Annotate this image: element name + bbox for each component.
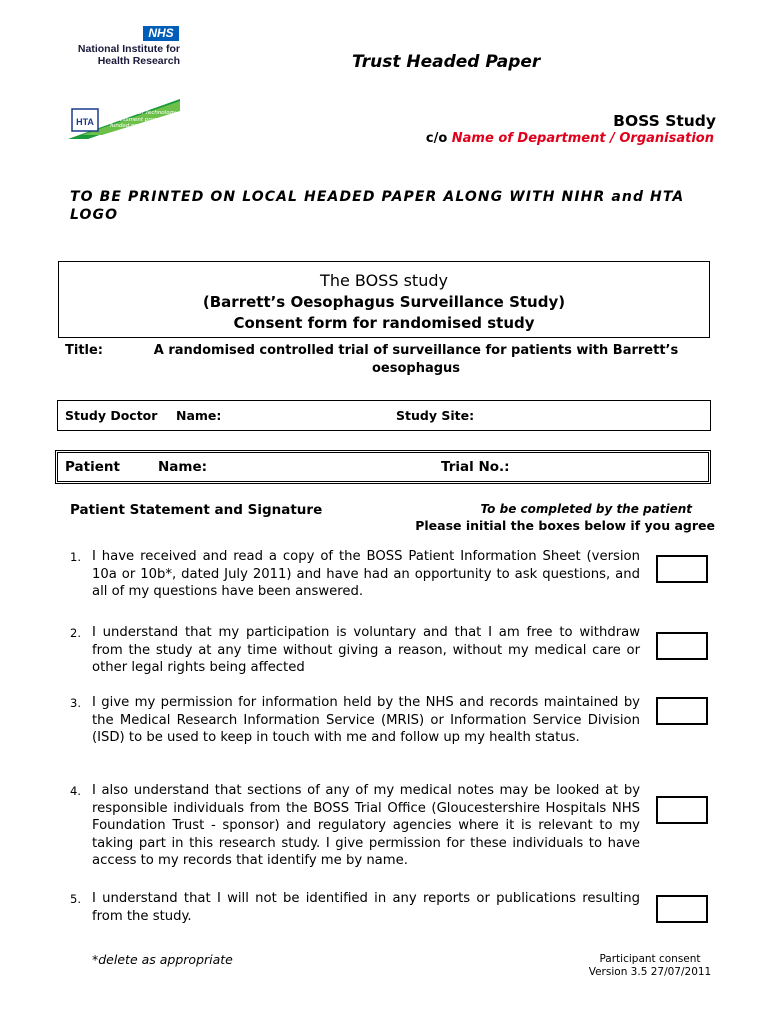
consent-item <box>70 782 640 870</box>
form-title-line-2: (Barrett’s Oesophagus Surveillance Study) <box>202 292 566 311</box>
hta-fine-line: NIHR Health Technology <box>110 110 177 116</box>
consent-item <box>70 890 640 925</box>
nihr-line-1: National Institute for <box>77 43 180 55</box>
trust-headed-paper-title: Trust Headed Paper <box>352 52 541 72</box>
department-line <box>426 131 714 146</box>
print-notice: TO BE PRINTED ON LOCAL HEADED PAPER ALONG WITH NIHR and HTA LOGO <box>70 189 685 223</box>
hta-fine-text <box>110 110 177 130</box>
footer-version-block <box>560 953 740 978</box>
trial-title-value: A randomised controlled trial of surveillance for patients with Barrett’s oesophagus <box>153 343 679 376</box>
hta-fine-line: funded projects <box>110 123 154 129</box>
consent-item-number: 2. <box>70 626 81 640</box>
initial-instruction: Please initial the boxes below if you agree <box>415 518 715 533</box>
consent-item-text: I also understand that sections of any of my medical notes may be looked at by responsible individuals from the BOSS Trial Office (Gloucestershire Hospitals NHS Foundation Trust - sponsor) and regulatory agencies where it is relevant to my taking part in this research study. I give permission for these individuals to have access to my records that identify me by name. <box>92 783 640 868</box>
dept-prefix: c/o <box>425 131 448 146</box>
footer-doc-name: Participant consent <box>599 953 701 965</box>
initial-box-3[interactable] <box>656 697 708 725</box>
nhs-logo: NHS <box>143 26 179 41</box>
consent-item <box>70 694 640 747</box>
consent-item-number: 4. <box>70 784 81 798</box>
dept-name: Name of Department / Organisation <box>451 131 714 146</box>
consent-item <box>70 548 640 601</box>
nihr-logo-text <box>68 43 180 67</box>
initial-box-1[interactable] <box>656 555 708 583</box>
trial-number-field[interactable]: Trial No.: <box>441 459 510 475</box>
form-title-box <box>58 261 710 338</box>
consent-item-text: I understand that I will not be identified in any reports or publications resulting from the study. <box>92 891 640 924</box>
patient-label: Patient <box>65 459 120 475</box>
patient-row <box>55 450 711 484</box>
doctor-name-field[interactable]: Name: <box>176 408 222 423</box>
consent-item-number: 3. <box>70 696 81 710</box>
study-name: BOSS Study <box>613 112 716 130</box>
study-doctor-label: Study Doctor <box>65 408 158 423</box>
consent-item <box>70 624 640 677</box>
footer-version: Version 3.5 27/07/2011 <box>588 965 712 978</box>
form-title-line-3: Consent form for randomised study <box>233 314 535 332</box>
trial-title-label: Title: <box>65 343 104 358</box>
consent-item-text: I give my permission for information held by the NHS and records maintained by the Medical Research Information Service (MRIS) or Information Service Division (ISD) to be used to keep in touch with me and follow up my health status. <box>92 695 640 745</box>
consent-item-number: 1. <box>70 550 81 564</box>
patient-name-field[interactable]: Name: <box>158 459 208 475</box>
to-be-completed-note: To be completed by the patient <box>480 502 692 516</box>
nihr-line-2: Health Research <box>97 55 180 67</box>
patient-statement-heading: Patient Statement and Signature <box>70 502 323 518</box>
consent-item-text: I have received and read a copy of the BOSS Patient Information Sheet (version 10a or 10b*, dated July 2011) and have had an opportunity to ask questions, and all of my questions have been answered. <box>92 549 640 599</box>
study-site-field[interactable]: Study Site: <box>396 408 475 423</box>
delete-note: *delete as appropriate <box>92 952 233 967</box>
initial-box-2[interactable] <box>656 632 708 660</box>
consent-item-text: I understand that my participation is voluntary and that I am free to withdraw from the study at any time without giving a reason, without my medical care or other legal rights being affected <box>92 625 640 675</box>
consent-item-number: 5. <box>70 892 81 906</box>
form-title-line-1: The BOSS study <box>320 271 448 290</box>
hta-logo-mark: HTA <box>76 117 94 127</box>
hta-fine-line: Assessment programme <box>110 116 178 123</box>
initial-box-5[interactable] <box>656 895 708 923</box>
study-doctor-row <box>57 400 711 431</box>
initial-box-4[interactable] <box>656 796 708 824</box>
